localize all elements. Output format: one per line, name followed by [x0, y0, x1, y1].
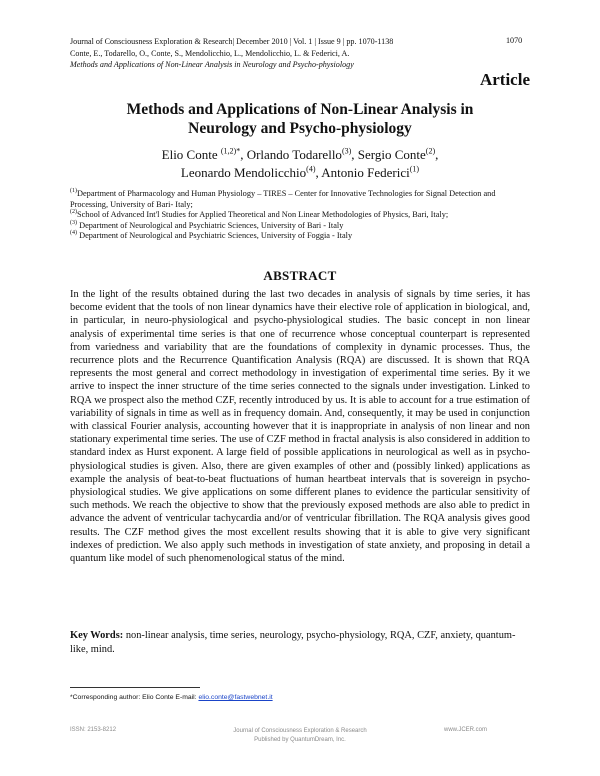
author-name: Sergio Conte: [357, 147, 426, 162]
header-journal-line: Journal of Consciousness Exploration & Research| December 2010 | Vol. 1 | Issue 9 | pp. 1070-1138: [70, 37, 394, 46]
footer-website-link[interactable]: www.JCER.com: [444, 727, 488, 733]
author-name: Elio Conte: [161, 147, 221, 162]
affiliation-item: $^{(1)}$Department of Pharmacology and Human Physiology – TIRES – Center for Innovative Technologies for Signal Detection and Processing, University of Bari- Italy;: [70, 188, 496, 209]
title-line-2: Neurology and Psycho-physiology: [188, 120, 412, 137]
article-type-label: Article: [479, 70, 530, 89]
paper-title: [70, 100, 530, 138]
author-list: [70, 146, 530, 182]
author-affil-mark: (2): [425, 146, 436, 156]
keywords: [70, 629, 530, 656]
author-name: Leonardo Mendolicchio: [180, 165, 307, 180]
title-line-1: Methods and Applications of Non-Linear Analysis in: [126, 101, 474, 118]
header-title-line: Methods and Applications of Non-Linear Analysis in Neurology and Psycho-physiology: [70, 60, 354, 70]
footer-issn: ISSN: 2153-8212: [70, 727, 117, 733]
author-affil-mark: (3): [341, 146, 352, 156]
footnote-rule: [70, 687, 200, 688]
affiliation-item: $^{(2)}$School of Advanced Int'l Studies for Applied Theoretical and Non Linear Methodologies of Physics, Bari, Italy;: [70, 209, 449, 220]
keywords-text: non-linear analysis, time series, neurology, psycho-physiology, RQA, CZF, anxiety, quantum-like, mind.: [70, 630, 516, 655]
author-name: Antonio Federici: [321, 165, 410, 180]
author-affil-mark: (4): [306, 164, 316, 174]
keywords-label: Key Words:: [70, 630, 124, 641]
footer-publisher: Journal of Consciousness Exploration & Research Published by QuantumDream, Inc.: [233, 728, 367, 743]
author-line-1: Elio Conte $^{(1,2)*}$, Orlando Todarello$^{(3)}$, Sergio Conte$^{(2)}$,: [161, 146, 439, 162]
page-number: 1070: [506, 36, 523, 45]
affiliations: [70, 189, 530, 242]
corresponding-author-footnote: *Corresponding author: Elio Conte E-mail: elio.conte@fastwebnet.it: [70, 694, 273, 701]
affiliation-item: $^{(4)}$ Department of Neurological and Psychiatric Sciences, University of Foggia - Italy: [70, 230, 353, 241]
abstract-text: In the light of the results obtained during the last two decades in analysis of signals by time series, it has become evident that the tools of non linear dynamics have their elective role of application in biological, and, in particular, in neuro-physiological and psycho-physiological studies. The basic concept in non linear analysis of experimental time series is that one of recurrence whose conceptual counterpart is represented from variedness and variability that are the foundations of complexity in dynamic processes. Thus, the recurrence plots and the Recurrence Quantification Analysis (RQA) are discussed. It is shown that RQA represents the most general and correct methodology in investigation of experimental time series. By it we arrive to inspect the inner structure of the time series connected to the signals under investigation. Linked to RQA we prospect also the method CZF, recently introduced by us. It is able to account for a true estimation of variability of signals in time as well as in frequency domain. And, consequently, it may be used in conjunction with classical Fourier analysis, accounting however that it is inappropriate in analysis of non linear and non stationary experimental time series. The use of CZF method in fractal analysis is also considered in addition to standard index as Hurst exponent. A large field of possible applications in neurological as well as in psycho-physiological studies is given. Also, there are given examples of other and (possibly linked) applications as example the analysis of beat-to-beat fluctuations of human heartbeat intervals that is sovereign in psycho-physiological studies. We give applications on some different planes to evidence the particular sensitivity of such methods. We reach the objective to show that the previously exposed methods are also able to predict in advance the advent of ventricular tachycardia and/or of ventricular fibrillation. The RQA analysis gives good results. The CZF method gives the most excellent results showing that it is able to give very significant indexes of prediction. We also apply such methods in investigation of state anxiety, and proposing in detail a quantum like model of such phenomenological status of the mind.: [70, 289, 530, 565]
affiliation-item: $^{(3)}$ Department of Neurological and Psychiatric Sciences, University of Bari - Italy: [70, 220, 344, 230]
author-email-link[interactable]: elio.conte@fastwebnet.it: [198, 694, 273, 701]
running-header: [70, 36, 530, 71]
header-authors-line: Conte, E., Todarello, O., Conte, S., Mendolicchio, L., Mendolicchio, L. & Federici, A.: [70, 48, 350, 58]
author-name: Orlando Todarello: [246, 147, 342, 162]
author-affil-mark: (1,2)*: [220, 146, 241, 156]
author-line-2: Leonardo Mendolicchio$^{(4)}$, Antonio Federici$^{(1)}$: [180, 164, 420, 180]
abstract-heading: ABSTRACT: [263, 268, 337, 283]
author-affil-mark: (1): [409, 164, 420, 174]
